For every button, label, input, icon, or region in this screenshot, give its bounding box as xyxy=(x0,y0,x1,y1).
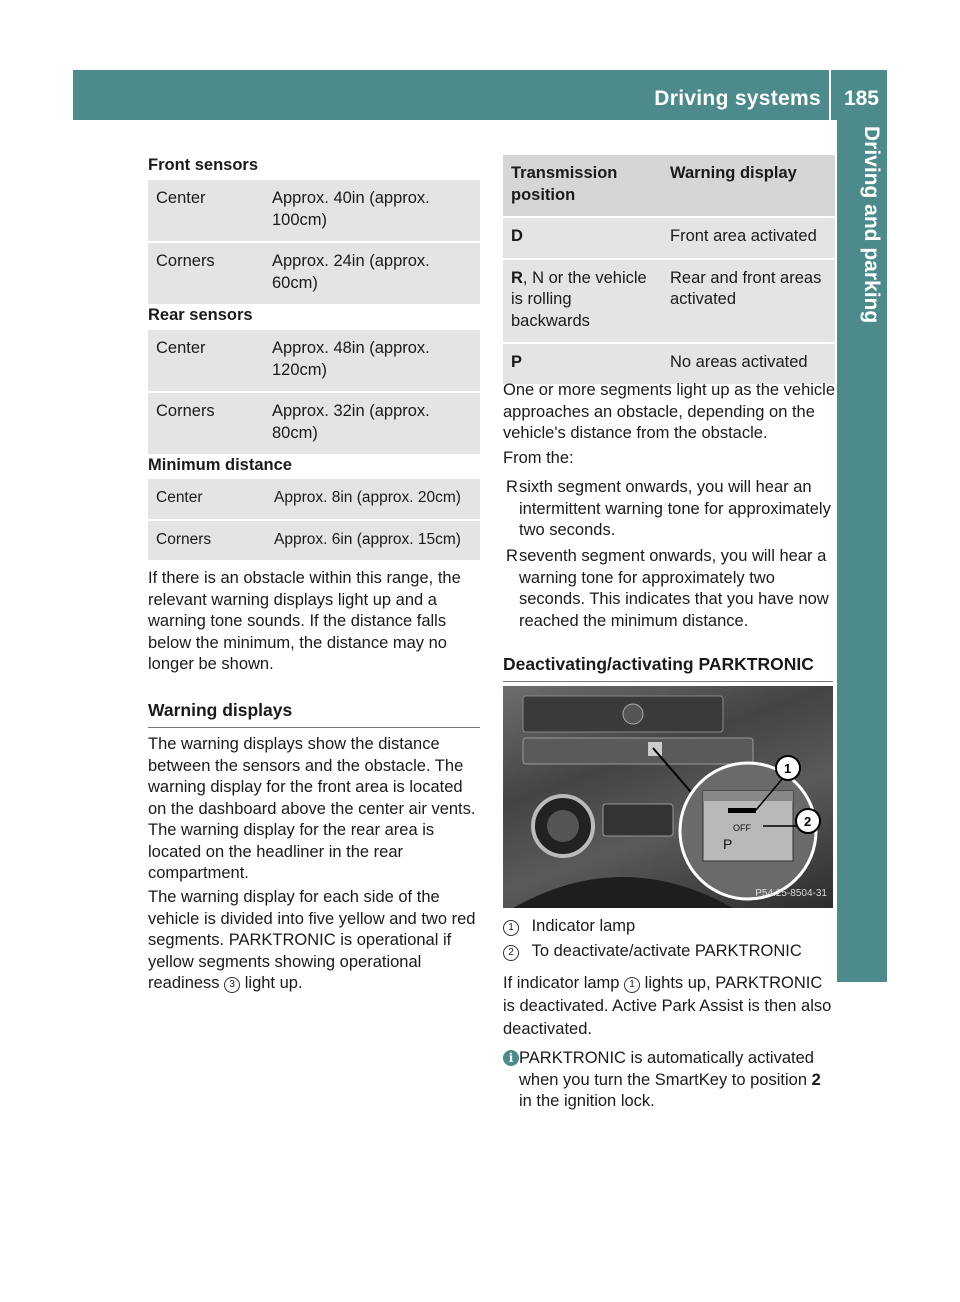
side-tab-marker xyxy=(837,890,887,944)
callout-1-icon: 1 xyxy=(624,977,640,993)
position-cell xyxy=(503,259,662,344)
minimum-distance-title: Minimum distance xyxy=(148,456,292,474)
table-row xyxy=(148,392,480,455)
column-header: Warning display xyxy=(662,155,835,217)
position-letter: D xyxy=(511,227,523,245)
table-row xyxy=(148,520,480,562)
paragraph-text: The warning display for each side of the vehicle is divided into five yellow and two red segments. PARKTRONIC is operational if yellow segments showing operational readiness xyxy=(148,888,476,992)
display-cell: Rear and front areas activated xyxy=(662,259,835,344)
front-sensors-title: Front sensors xyxy=(148,156,259,174)
row-label: Center xyxy=(148,330,264,392)
obstacle-paragraph: If there is an obstacle within this range, the relevant warning displays light up and a warning tone sounds. If the distance falls below the minimum, the distance may no longer be shown. xyxy=(148,569,461,673)
dashboard-illustration xyxy=(503,686,833,908)
off-label: OFF xyxy=(733,823,751,833)
side-tab xyxy=(837,120,887,982)
minimum-distance-table xyxy=(148,479,480,562)
row-value: Approx. 32in (approx. 80cm) xyxy=(264,392,480,455)
table-row xyxy=(148,479,480,520)
page-number: 185 xyxy=(843,87,879,110)
legend-item xyxy=(503,916,635,938)
legend-number-icon: 2 xyxy=(503,945,519,961)
position-number: 2 xyxy=(811,1070,821,1089)
rear-sensors-table xyxy=(148,330,480,456)
position-cell xyxy=(503,217,662,259)
from-the-label: From the: xyxy=(503,449,574,467)
callout-2-icon: 2 xyxy=(804,814,812,829)
row-value: Approx. 40in (approx. 100cm) xyxy=(264,180,480,242)
table-header-row xyxy=(503,155,835,217)
table-row xyxy=(503,343,835,385)
warning-displays-heading: Warning displays xyxy=(148,700,480,728)
row-value: Approx. 6in (approx. 15cm) xyxy=(272,520,480,562)
legend-text: Indicator lamp xyxy=(531,917,636,935)
paragraph-text: light up. xyxy=(244,974,303,992)
position-cell xyxy=(503,343,662,385)
warning-segments-paragraph xyxy=(148,887,480,995)
paragraph-text: lights up, PARKTRONIC is deactivated. Active Park Assist is then also deactivated. xyxy=(503,974,832,1038)
header-title: Driving systems xyxy=(654,87,821,110)
deactivate-heading: Deactivating/activating PARKTRONIC xyxy=(503,654,833,682)
list-item xyxy=(503,477,835,542)
legend-text: To deactivate/activate PARKTRONIC xyxy=(531,942,802,960)
paragraph-text: If indicator lamp xyxy=(503,974,620,992)
list-item xyxy=(503,546,835,632)
display-cell: Front area activated xyxy=(662,217,835,259)
position-letter: R xyxy=(511,268,523,287)
table-row xyxy=(503,259,835,344)
side-tab-label: Driving and parking xyxy=(860,126,883,324)
table-row xyxy=(148,180,480,242)
info-note xyxy=(503,1048,835,1113)
svg-text:P: P xyxy=(723,836,733,852)
column-header: Transmission position xyxy=(503,155,662,217)
bullet-marker: R xyxy=(506,547,518,565)
table-row xyxy=(148,330,480,392)
transmission-table xyxy=(503,155,835,386)
warning-displays-paragraph: The warning displays show the distance between the sensors and the obstacle. The warning display for the front area is located on the dashboard above the center air vents. The warning display for the rear area is located on the headliner in the rear compartment. xyxy=(148,735,476,882)
header-separator xyxy=(829,70,831,120)
info-icon: i xyxy=(503,1050,519,1066)
table-row xyxy=(148,242,480,305)
row-label: Center xyxy=(148,479,272,520)
legend-number-icon: 1 xyxy=(503,920,519,936)
row-value: Approx. 48in (approx. 120cm) xyxy=(264,330,480,392)
bullet-marker: R xyxy=(506,478,518,496)
row-label: Corners xyxy=(148,520,272,562)
row-value: Approx. 8in (approx. 20cm) xyxy=(272,479,480,520)
segments-paragraph: One or more segments light up as the vehicle approaches an obstacle, depending on the vehicle's distance from the obstacle. xyxy=(503,381,836,442)
paragraph-text: in the ignition lock. xyxy=(519,1092,655,1110)
row-value: Approx. 24in (approx. 60cm) xyxy=(264,242,480,305)
parktronic-figure xyxy=(503,686,833,908)
list-item-text: seventh segment onwards, you will hear a warning tone for approximately two seconds. This indicates that you have now reached the minimum distance. xyxy=(519,547,829,630)
callout-1-icon: 1 xyxy=(784,761,792,776)
front-sensors-table xyxy=(148,180,480,306)
figure-code: P54.25-8504-31 xyxy=(755,887,827,899)
info-note-text xyxy=(503,1048,835,1113)
position-text: , N or the vehicle is rolling backwards xyxy=(511,268,647,330)
rear-sensors-title: Rear sensors xyxy=(148,306,253,324)
callout-3-icon: 3 xyxy=(224,977,240,993)
legend-item xyxy=(503,941,802,963)
indicator-paragraph xyxy=(503,972,835,1041)
page-header xyxy=(73,70,887,120)
display-cell: No areas activated xyxy=(662,343,835,385)
table-row xyxy=(503,217,835,259)
row-label: Corners xyxy=(148,392,264,455)
paragraph-text: PARKTRONIC is automatically activated when you turn the SmartKey to position xyxy=(519,1049,814,1089)
row-label: Corners xyxy=(148,242,264,305)
row-label: Center xyxy=(148,180,264,242)
list-item-text: sixth segment onwards, you will hear an intermittent warning tone for approximately two seconds. xyxy=(519,478,831,539)
position-letter: P xyxy=(511,353,523,371)
